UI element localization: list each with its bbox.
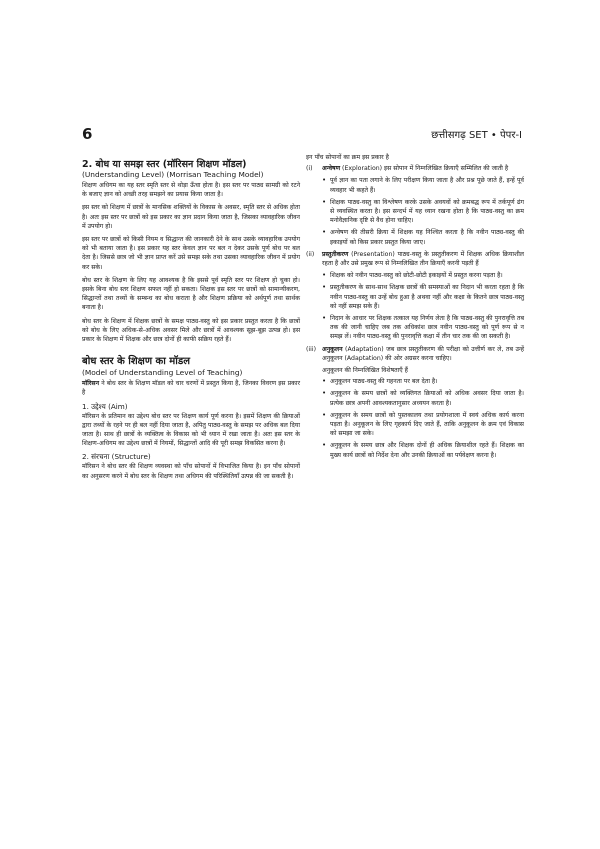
step-text: (Presentation) पाठ्य-वस्तु के प्रस्तुतीकरण में शिक्षक अधिक क्रियाशील रहता है और उसे प्रमुख रूप से निम्नलिखित तीन क्रियाएँ करनी पड़ती हैं (322, 250, 524, 268)
left-column (82, 153, 300, 485)
step-title: अन्वेषण (322, 165, 341, 173)
list-item: • शिक्षक पाठ्य-वस्तु का विश्लेषण करके उसके अवयवों को क्रमबद्ध रूप में तर्कपूर्ण ढंग से व्यवस्थित करता है। इस सन्दर्भ में यह ध्यान रखना होता है कि पाठ्य-वस्तु का क्रम मनोवैज्ञानिक दृष्टि से वैध होना चाहिए। (322, 198, 524, 226)
step-adaptation (306, 345, 524, 363)
right-column (306, 153, 524, 463)
step-title: प्रस्तुतीकरण (322, 250, 349, 258)
paragraph: बोध स्तर के शिक्षण में शिक्षक छात्रों के समक्ष पाठ्य-वस्तु को इस प्रकार प्रस्तुत करता है कि छात्रों को बोध के लिए अधिक-से-अधिक अवसर मिले और छात्रों में आवश्यक सूझ-बूझ उत्पन्न हो। इस प्रकार के शिक्षण में शिक्षक और छात्र दोनों ही काफी सक्रिय रहते हैं। (82, 317, 300, 344)
section-subtitle-understanding-level: (Understanding Level) (Morrisan Teaching Model) (82, 170, 264, 179)
adaptation-bullets (306, 377, 524, 460)
step-number: (iii) (306, 345, 316, 353)
paragraph: शिक्षण अधिगम का यह स्तर स्मृति स्तर से थोड़ा ऊँचा होता है। इस स्तर पर पाठ्य सामग्री को रटने के बजाए ज्ञान को अच्छी तरह समझने का प्रयास किया जाता है। (82, 182, 300, 199)
list-item: • पूर्व ज्ञान का पता लगाने के लिए परीक्षण किया जाता है और प्रश्न पूछे जाते हैं, इन्हें पूर्व व्यवहार भी कहते हैं। (322, 176, 524, 194)
step-number: (i) (306, 165, 313, 173)
list-item: • अन्वेषण की तीसरी क्रिया में शिक्षक यह निश्चित करता है कि नवीन पाठ्य-वस्तु की इकाइयों को किस प्रकार प्रस्तुत किया जाए। (322, 228, 524, 246)
subheading-structure: 2. संरचना (Structure) (82, 452, 151, 462)
list-item: • अनुकूलन के समय छात्र और शिक्षक दोनों ही अधिक क्रियाशील रहते हैं। शिक्षक का मुख्य कार्य छात्रों को निर्देश देना और उनकी क्रियाओं का पर्यवेक्षण करना है। (322, 441, 524, 459)
step-title: अनुकूलन (322, 345, 343, 353)
presentation-bullets (306, 271, 524, 341)
exploration-bullets (306, 176, 524, 246)
structure-paragraph: मॉरिसन ने बोध स्तर की शिक्षण व्यवस्था को पाँच सोपानों में विभाजित किया है। इन पाँच सोपानों का अनुसरण करने में बोध स्तर के शिक्षण तथा अधिगम की परिस्थितियाँ उत्पन्न की जा सकती है। (82, 463, 300, 480)
list-item: • अनुकूलन पाठ्य-वस्तु की गहनता पर बल देता है। (322, 377, 524, 386)
morrison-name: मॉरिसन (82, 380, 100, 388)
adaptation-lead: अनुकूलन की निम्नलिखित विशेषताएँ हैं (322, 367, 408, 375)
step-exploration (306, 164, 524, 173)
steps-intro: इन पाँच सोपानों का क्रम इस प्रकार है (306, 154, 389, 161)
list-item: • निदान के आधार पर शिक्षक तत्काल यह निर्णय लेता है कि पाठ्य-वस्तु की पुनरावृत्ति तब तक की जानी चाहिए जब तक अधिकांश छात्र नवीन पाठ्य-वस्तु को पूर्ण रूप से न समझ लें। नवीन पाठ्य-वस्तु की पुनरावृत्ति कक्षा में तीन चार तक की जा सकती है। (322, 314, 524, 342)
list-item: • अनुकूलन के समय छात्रों को व्यक्तिगत क्रियाओं को अधिक अवसर दिया जाता है। प्रत्येक छात्र अपनी आवश्यकतानुसार अध्ययन करता है। (322, 389, 524, 407)
section-title-teaching-model: बोध स्तर के शिक्षण का मॉडल (82, 356, 190, 368)
page-header (82, 125, 522, 143)
list-item: • शिक्षक को नवीन पाठ्य-वस्तु को छोटी-छोटी इकाइयों में प्रस्तुत करना पड़ता है। (322, 271, 524, 280)
step-text: (Adaptation) जब छात्र प्रस्तुतीकरण की परीक्षा को उत्तीर्ण कर ले, तब उन्हें अनुकूलन (Adaptation) की ओर अग्रसर करना चाहिए। (322, 345, 524, 362)
list-item: • अनुकूलन के समय छात्रों को पुस्तकालय तथा प्रयोगशाला में स्वयं अधिक कार्य करना पड़ता है। अनुकूलन के लिए गृहकार्य दिए जाते हैं, ताकि अनुकूलन के क्रम एवं विकास को समझा जा सके। (322, 411, 524, 439)
paragraph: इस स्तर पर छात्रों को किसी नियम व सिद्धान्त की जानकारी देने के साथ उसके व्यावहारिक उपयोग को भी बताया जाता है। इस प्रकार यह स्तर केवल ज्ञान पर बल न देकर उसके पूर्ण बोध पर बल देता है। जिससे छात्र जो भी ज्ञान प्राप्त करें उसे समझ सके तथा उसका व्यावहारिक जीवन में प्रयोग कर सके। (82, 236, 300, 271)
step-number: (ii) (306, 250, 315, 258)
running-title: छत्तीसगढ़ SET • पेपर-I (431, 130, 522, 141)
paragraph: इस स्तर को शिक्षण में छात्रों के मानसिक शक्तियों के विकास के अवसर, स्मृति स्तर से अधिक होता है। अतः इस स्तर पर छात्रों को इस प्रकार का ज्ञान प्रदान किया जाता है, जिसका व्यावहारिक जीवन में उपयोग हो। (82, 204, 300, 230)
section-subtitle-teaching-model: (Model of Understanding Level of Teaching) (82, 368, 243, 378)
model-intro-text: ने बोध स्तर के शिक्षण मॉडल को चार चरणों में प्रस्तुत किया है, जिनका विवरण इस प्रकार है (82, 380, 300, 397)
step-presentation (306, 250, 524, 268)
model-intro (82, 379, 300, 397)
list-item: • प्रस्तुतीकरण के साथ-साथ शिक्षक छात्रों की समस्याओं का निदान भी करता रहता है कि नवीन पाठ्य-वस्तु का उन्हें बोध हुआ है अथवा नहीं और कक्षा के कितने छात्र पाठ्य-वस्तु को नहीं समझ सके हैं। (322, 283, 524, 311)
section-title-understanding-level: 2. बोध या समझ स्तर (मॉरिसन शिक्षण मॉडल) (82, 159, 247, 170)
page-number: 6 (82, 125, 93, 143)
paragraph: बोध स्तर के शिक्षण के लिए यह आवश्यक है कि इससे पूर्व स्मृति स्तर पर शिक्षण हो चुका हो। इसके बिना बोध स्तर शिक्षण सफल नहीं हो सकता। शिक्षक इस स्तर पर छात्रों को सामान्यीकरण, सिद्धान्तों तथा तथ्यों के सम्बन्ध का बोध कराता है और शिक्षण प्रक्रिया को अर्थपूर्ण तथा सार्थक बनाता है। (82, 276, 300, 312)
subheading-aim: 1. उद्देश्य (Aim) (82, 401, 128, 411)
step-text: (Exploration) इस सोपान में निम्नलिखित क्रियाएँ सम्मिलित की जाती है (340, 165, 509, 173)
aim-paragraph: मॉरिसन के प्रतिमान का उद्देश्य बोध स्तर पर शिक्षण कार्य पूर्ण करना है। इसमें शिक्षण की क्रियाओं द्वारा तथ्यों के रहने पर ही बल नहीं दिया जाता है, अपितु पाठ्य-वस्तु के समझ पर अधिक बल दिया जाता है। साथ ही छात्रों के व्यक्तित्व के विकास को भी ध्यान में रखा जाता है। अतः इस स्तर के शिक्षण-अधिगम का उद्देश्य छात्रों में नियमों, सिद्धान्तों आदि की पूरी समझ विकसित करना है। (82, 412, 300, 448)
